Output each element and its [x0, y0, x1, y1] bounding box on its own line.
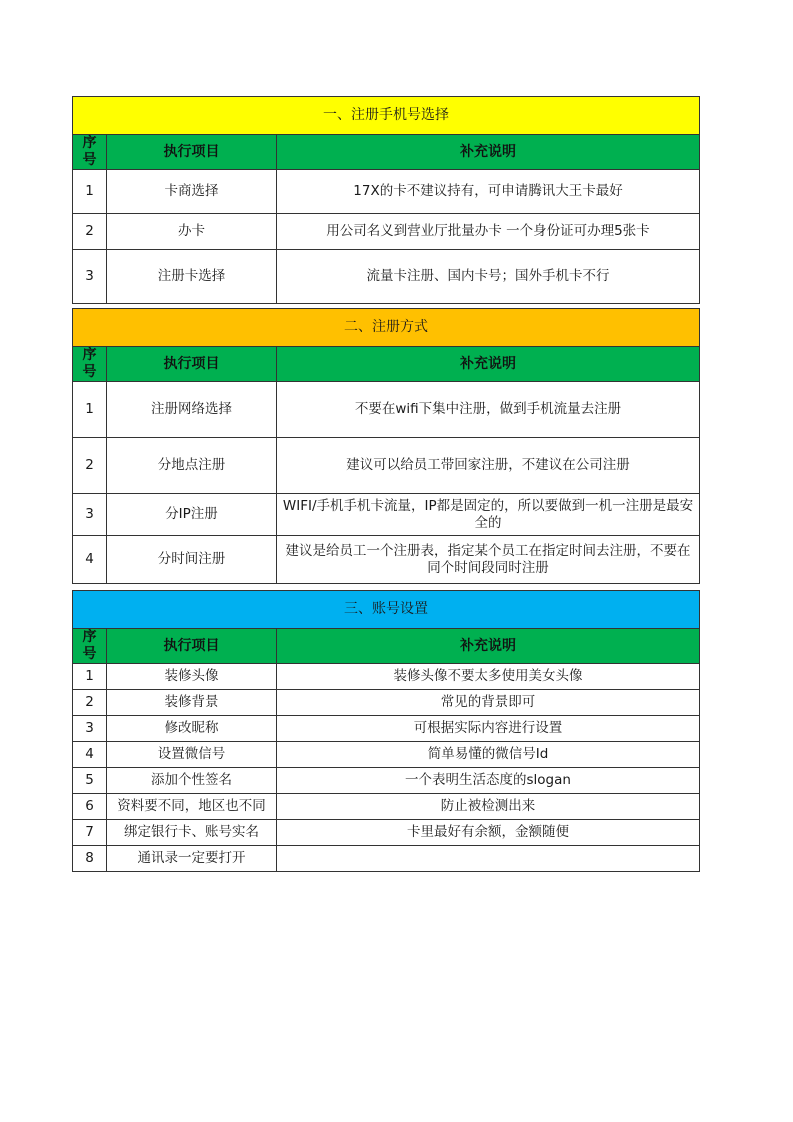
table-row [73, 794, 700, 820]
header-item: 执行项目 [107, 347, 277, 382]
row-note: 可根据实际内容进行设置 [277, 716, 700, 742]
header-no: 序号 [73, 135, 107, 170]
header-no: 序号 [73, 629, 107, 664]
row-note: 17X的卡不建议持有，可申请腾讯大王卡最好 [277, 170, 700, 214]
row-item: 分地点注册 [107, 438, 277, 494]
table-row [73, 768, 700, 794]
row-no: 1 [73, 664, 107, 690]
row-note: 用公司名义到营业厅批量办卡 一个身份证可办理5张卡 [277, 214, 700, 250]
row-note: 卡里最好有余额，金额随便 [277, 820, 700, 846]
table-row [73, 536, 700, 584]
table-row [73, 664, 700, 690]
row-no: 2 [73, 214, 107, 250]
table-row [73, 846, 700, 872]
table-row [73, 250, 700, 304]
row-no: 5 [73, 768, 107, 794]
section-1-title: 一、注册手机号选择 [73, 97, 700, 135]
table-row [73, 690, 700, 716]
row-item: 注册网络选择 [107, 382, 277, 438]
row-note: 简单易懂的微信号Id [277, 742, 700, 768]
table-row [73, 494, 700, 536]
row-no: 2 [73, 690, 107, 716]
row-no: 4 [73, 536, 107, 584]
header-note: 补充说明 [277, 629, 700, 664]
row-note: 常见的背景即可 [277, 690, 700, 716]
row-note: 流量卡注册、国内卡号；国外手机卡不行 [277, 250, 700, 304]
table-row [73, 170, 700, 214]
row-note: 防止被检测出来 [277, 794, 700, 820]
row-item: 卡商选择 [107, 170, 277, 214]
row-note: 装修头像不要太多使用美女头像 [277, 664, 700, 690]
row-item: 办卡 [107, 214, 277, 250]
table-row [73, 742, 700, 768]
header-note: 补充说明 [277, 135, 700, 170]
row-item: 装修背景 [107, 690, 277, 716]
header-item: 执行项目 [107, 135, 277, 170]
header-note: 补充说明 [277, 347, 700, 382]
row-item: 绑定银行卡、账号实名 [107, 820, 277, 846]
row-item: 资料要不同，地区也不同 [107, 794, 277, 820]
row-no: 7 [73, 820, 107, 846]
row-no: 6 [73, 794, 107, 820]
row-no: 1 [73, 170, 107, 214]
row-item: 设置微信号 [107, 742, 277, 768]
table-row [73, 438, 700, 494]
section-2-title: 二、注册方式 [73, 309, 700, 347]
section-3-table [72, 590, 700, 872]
row-note: 不要在wifi下集中注册，做到手机流量去注册 [277, 382, 700, 438]
row-no: 3 [73, 250, 107, 304]
row-no: 3 [73, 494, 107, 536]
row-note: WIFI/手机手机卡流量，IP都是固定的，所以要做到一机一注册是最安全的 [277, 494, 700, 536]
row-note: 建议是给员工一个注册表，指定某个员工在指定时间去注册，不要在同个时间段同时注册 [277, 536, 700, 584]
row-item: 分时间注册 [107, 536, 277, 584]
header-item: 执行项目 [107, 629, 277, 664]
table-row [73, 820, 700, 846]
section-3-title: 三、账号设置 [73, 591, 700, 629]
row-item: 修改昵称 [107, 716, 277, 742]
row-item: 装修头像 [107, 664, 277, 690]
table-row [73, 214, 700, 250]
row-item: 注册卡选择 [107, 250, 277, 304]
row-item: 添加个性签名 [107, 768, 277, 794]
section-2-table [72, 308, 700, 584]
row-no: 8 [73, 846, 107, 872]
row-note [277, 846, 700, 872]
section-1-table [72, 96, 700, 304]
row-note: 一个表明生活态度的slogan [277, 768, 700, 794]
table-row [73, 716, 700, 742]
table-row [73, 382, 700, 438]
row-no: 2 [73, 438, 107, 494]
row-no: 4 [73, 742, 107, 768]
row-no: 1 [73, 382, 107, 438]
row-no: 3 [73, 716, 107, 742]
row-note: 建议可以给员工带回家注册，不建议在公司注册 [277, 438, 700, 494]
header-no: 序号 [73, 347, 107, 382]
row-item: 通讯录一定要打开 [107, 846, 277, 872]
row-item: 分IP注册 [107, 494, 277, 536]
